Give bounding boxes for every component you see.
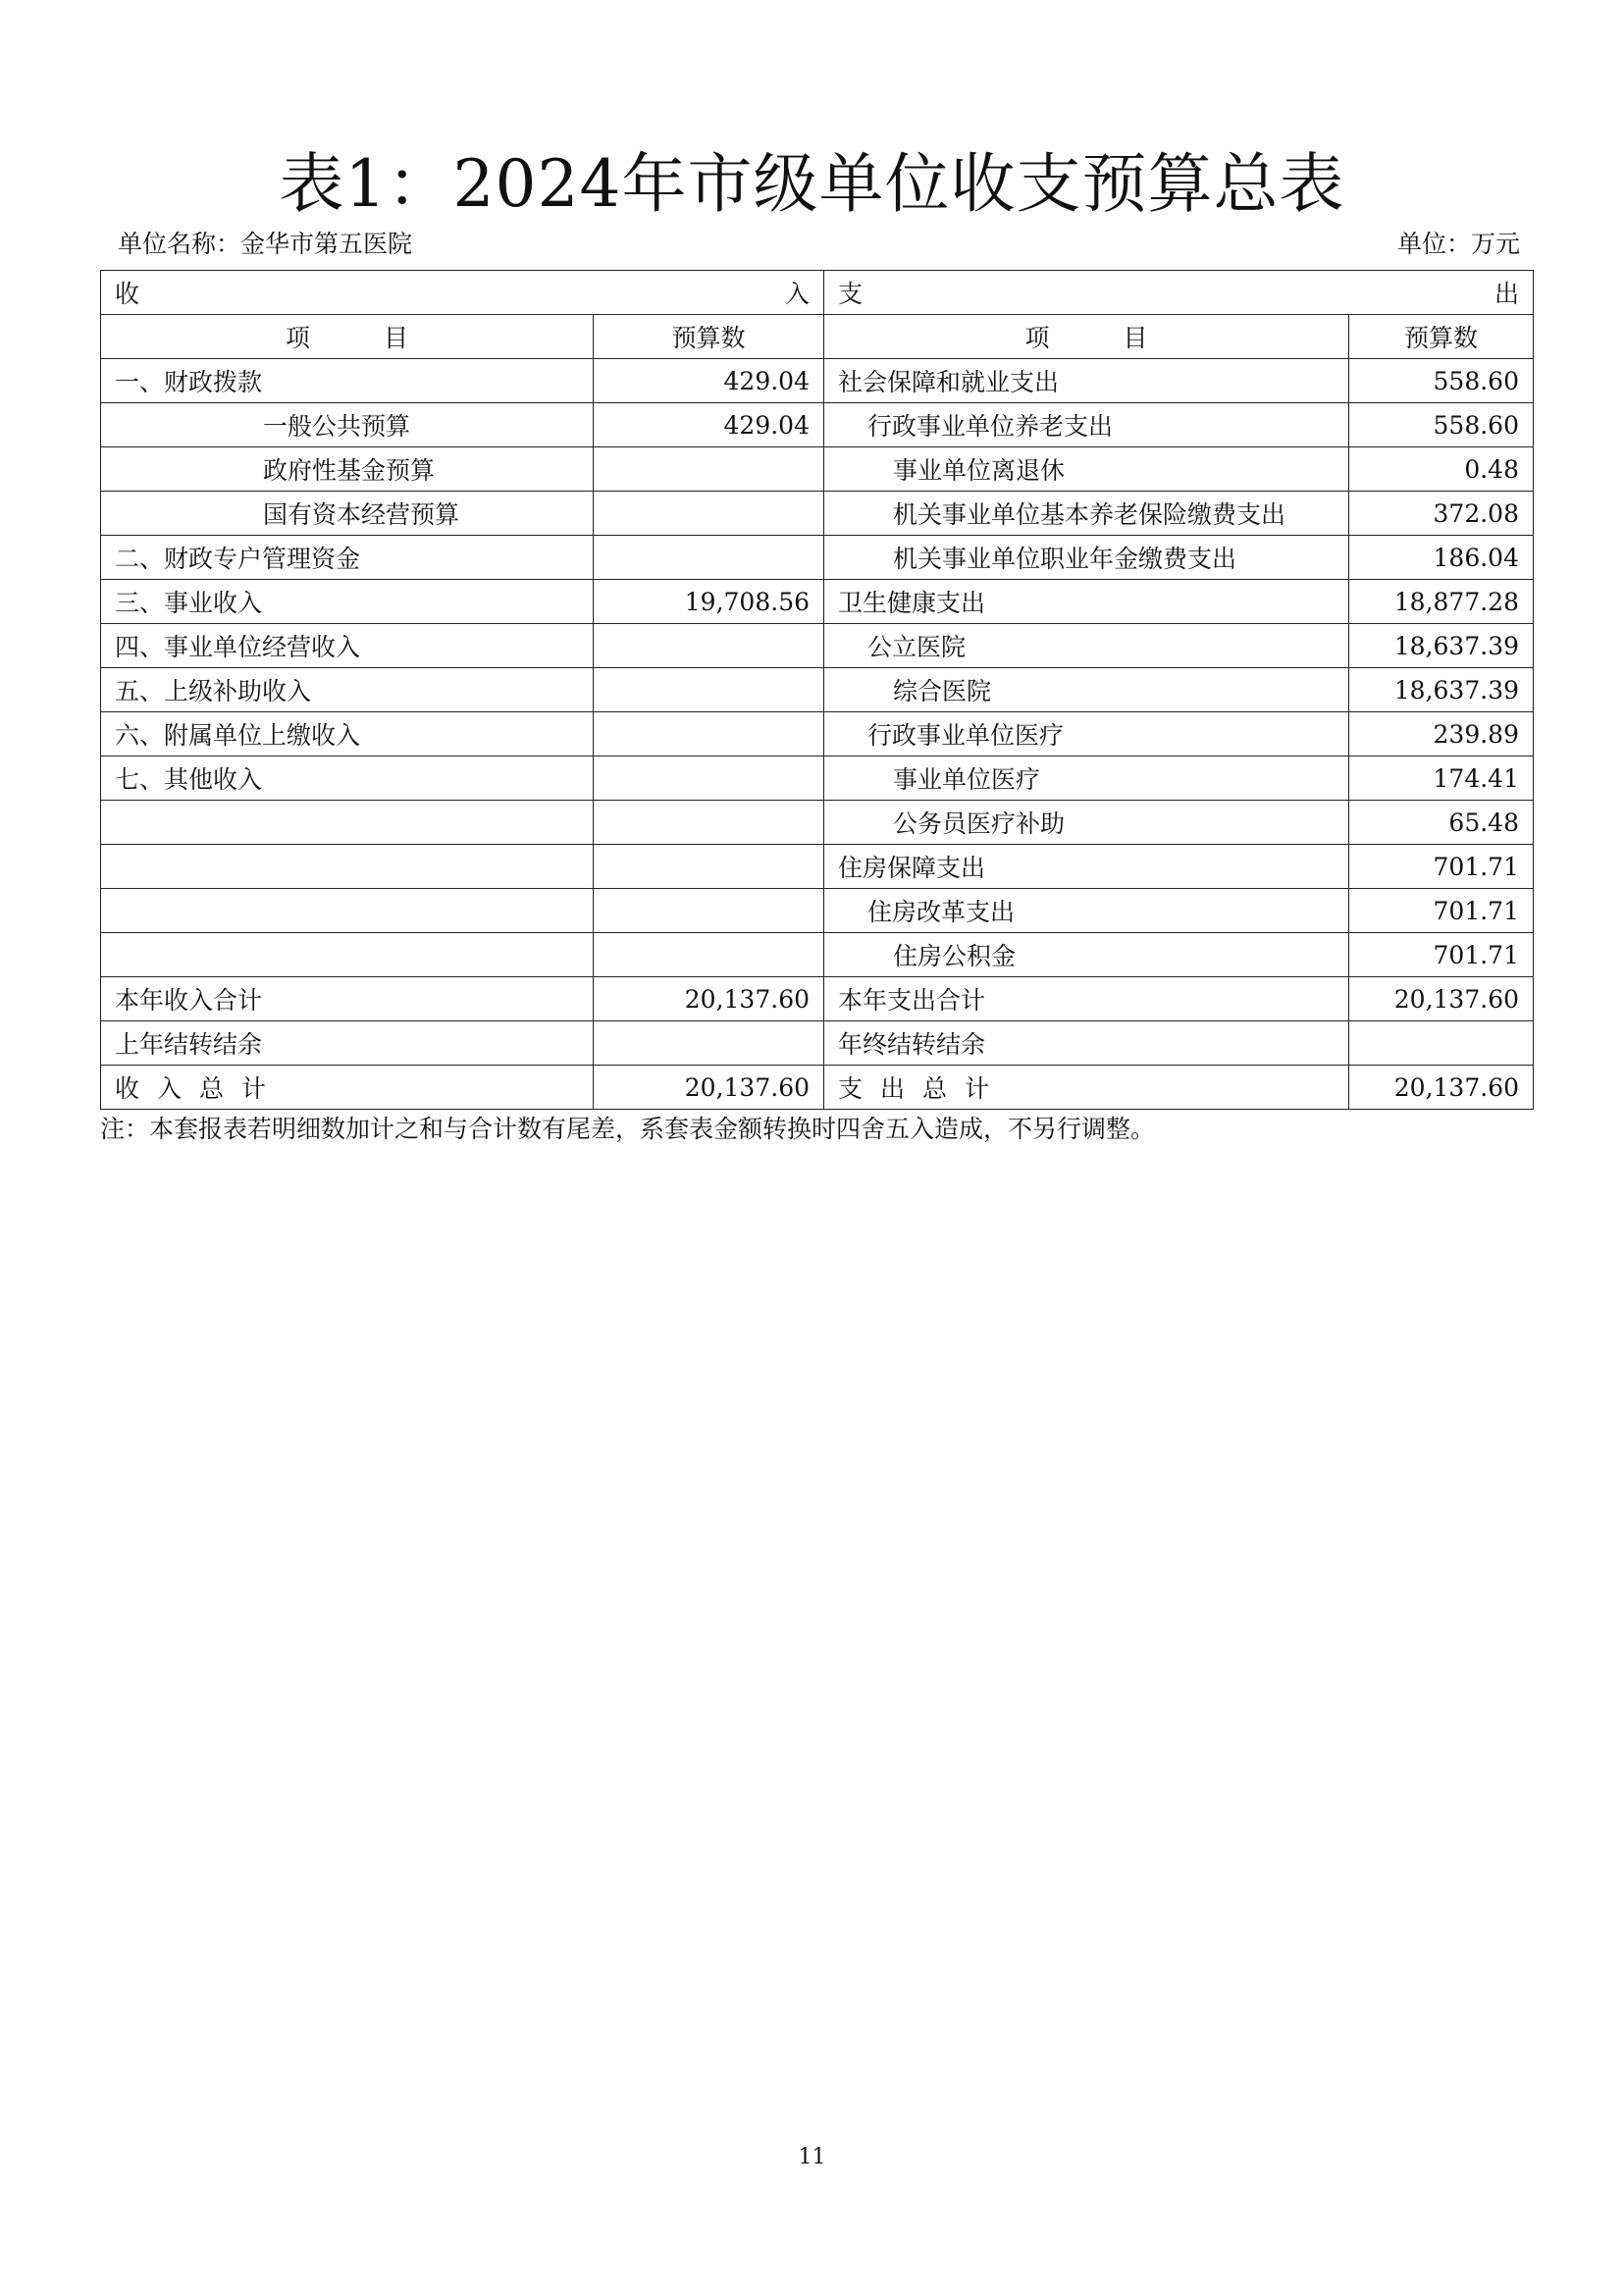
table-row [101, 403, 1534, 447]
expense-item: 年终结转结余 [824, 1021, 1349, 1066]
expense-item: 综合医院 [824, 668, 1349, 712]
page-number: 11 [798, 2145, 826, 2169]
income-item: 四、事业单位经营收入 [101, 624, 594, 668]
table-row [101, 580, 1534, 624]
income-item: 一般公共预算 [101, 403, 594, 447]
expense-item: 公务员医疗补助 [824, 801, 1349, 845]
section-header-row [101, 271, 1534, 315]
income-value [594, 933, 824, 977]
expense-item: 行政事业单位养老支出 [824, 403, 1349, 447]
income-header-left: 收 [115, 280, 140, 308]
income-value [594, 801, 824, 845]
table-row [101, 536, 1534, 580]
expense-value: 701.71 [1349, 889, 1534, 933]
income-item [101, 845, 594, 889]
column-header-row [101, 315, 1534, 359]
income-item: 七、其他收入 [101, 756, 594, 801]
table-row [101, 712, 1534, 756]
income-item: 上年结转结余 [101, 1021, 594, 1066]
budget-table [100, 270, 1534, 1110]
income-value: 429.04 [594, 359, 824, 403]
page-title: 表1：2024年市级单位收支预算总表 [279, 146, 1345, 222]
grand-total-row [101, 1066, 1534, 1110]
income-item: 三、事业收入 [101, 580, 594, 624]
expense-item: 住房公积金 [824, 933, 1349, 977]
expense-item: 公立医院 [824, 624, 1349, 668]
income-value [594, 536, 824, 580]
expense-value: 239.89 [1349, 712, 1534, 756]
expense-value: 65.48 [1349, 801, 1534, 845]
income-item-header: 项 目 [101, 315, 594, 359]
income-value [594, 889, 824, 933]
income-item: 政府性基金预算 [101, 447, 594, 492]
income-value [594, 756, 824, 801]
income-value [594, 447, 824, 492]
expense-item-header: 项 目 [824, 315, 1349, 359]
income-item: 本年收入合计 [101, 977, 594, 1021]
footnote: 注：本套报表若明细数加计之和与合计数有尾差，系套表金额转换时四舍五入造成，不另行调整。 [100, 1115, 1156, 1143]
expense-item: 机关事业单位职业年金缴费支出 [824, 536, 1349, 580]
expense-item: 本年支出合计 [824, 977, 1349, 1021]
table-row [101, 845, 1534, 889]
table-row [101, 756, 1534, 801]
expense-item: 行政事业单位医疗 [824, 712, 1349, 756]
expense-item: 事业单位医疗 [824, 756, 1349, 801]
expense-value: 0.48 [1349, 447, 1534, 492]
income-value [594, 668, 824, 712]
expense-item: 事业单位离退休 [824, 447, 1349, 492]
expense-item: 机关事业单位基本养老保险缴费支出 [824, 492, 1349, 536]
currency-unit: 单位：万元 [1396, 230, 1520, 258]
table-row [101, 801, 1534, 845]
table-row [101, 447, 1534, 492]
expense-value: 18,637.39 [1349, 624, 1534, 668]
income-value: 20,137.60 [594, 1066, 824, 1110]
table-row [101, 359, 1534, 403]
income-item [101, 801, 594, 845]
income-item: 国有资本经营预算 [101, 492, 594, 536]
expense-value: 558.60 [1349, 359, 1534, 403]
income-item: 二、财政专户管理资金 [101, 536, 594, 580]
expense-item: 住房保障支出 [824, 845, 1349, 889]
expense-value: 701.71 [1349, 845, 1534, 889]
income-item: 一、财政拨款 [101, 359, 594, 403]
income-header-right: 入 [784, 280, 810, 308]
expense-value: 20,137.60 [1349, 1066, 1534, 1110]
expense-value: 20,137.60 [1349, 977, 1534, 1021]
income-value [594, 624, 824, 668]
expense-item: 支出总计 [824, 1066, 1349, 1110]
expense-value [1349, 1021, 1534, 1066]
expense-value: 186.04 [1349, 536, 1534, 580]
income-value [594, 845, 824, 889]
expense-section-header [824, 271, 1534, 315]
income-value [594, 1021, 824, 1066]
expense-value: 18,877.28 [1349, 580, 1534, 624]
expense-header-left: 支 [838, 280, 864, 308]
expense-item: 卫生健康支出 [824, 580, 1349, 624]
table-row [101, 933, 1534, 977]
table-row [101, 889, 1534, 933]
carryover-row [101, 1021, 1534, 1066]
income-item: 六、附属单位上缴收入 [101, 712, 594, 756]
income-value [594, 492, 824, 536]
income-item: 五、上级补助收入 [101, 668, 594, 712]
expense-budget-header: 预算数 [1349, 315, 1534, 359]
subtotal-row [101, 977, 1534, 1021]
table-row [101, 492, 1534, 536]
income-item [101, 889, 594, 933]
unit-name: 单位名称：金华市第五医院 [118, 230, 413, 258]
expense-value: 174.41 [1349, 756, 1534, 801]
income-item [101, 933, 594, 977]
income-value: 19,708.56 [594, 580, 824, 624]
expense-header-right: 出 [1493, 280, 1519, 308]
expense-value: 701.71 [1349, 933, 1534, 977]
income-budget-header: 预算数 [594, 315, 824, 359]
expense-item: 社会保障和就业支出 [824, 359, 1349, 403]
income-item: 收入总计 [101, 1066, 594, 1110]
income-value: 429.04 [594, 403, 824, 447]
table-row [101, 624, 1534, 668]
income-value: 20,137.60 [594, 977, 824, 1021]
income-section-header [101, 271, 824, 315]
expense-value: 18,637.39 [1349, 668, 1534, 712]
expense-item: 住房改革支出 [824, 889, 1349, 933]
income-value [594, 712, 824, 756]
table-row [101, 668, 1534, 712]
expense-value: 558.60 [1349, 403, 1534, 447]
expense-value: 372.08 [1349, 492, 1534, 536]
